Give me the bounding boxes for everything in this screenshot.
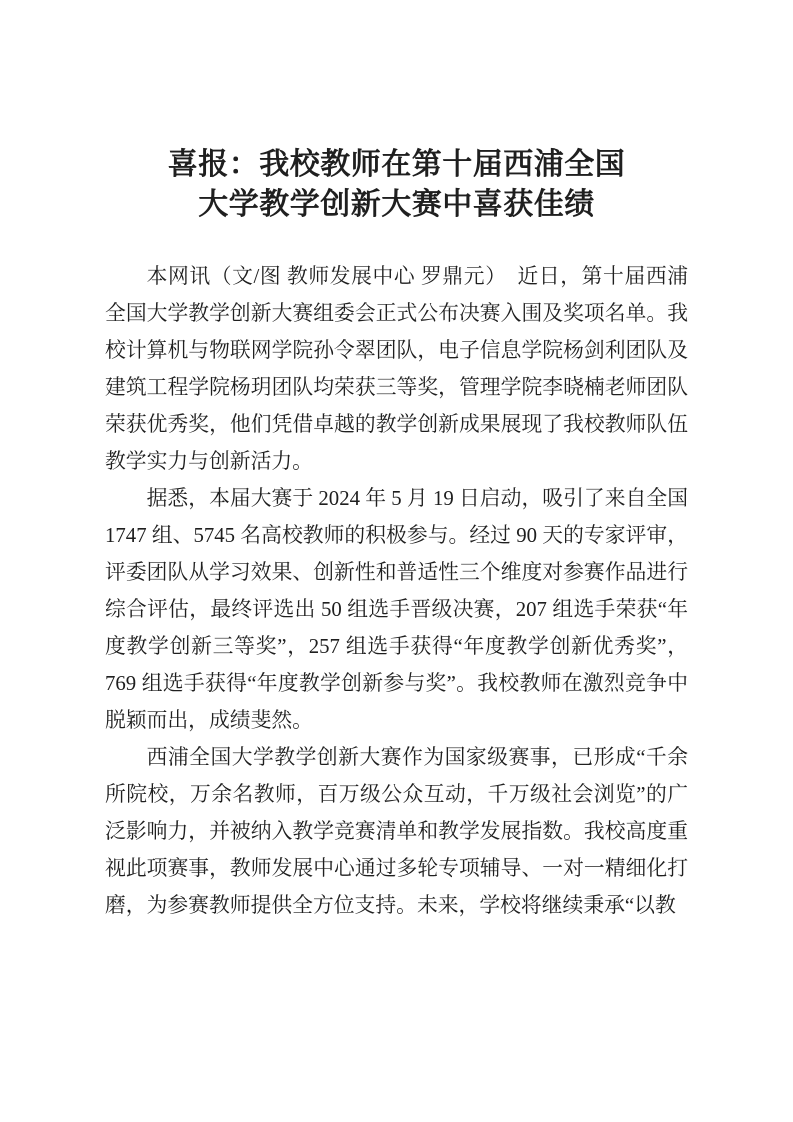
document-body xyxy=(105,258,688,924)
title-line-1: 喜报：我校教师在第十届西浦全国 xyxy=(167,148,626,181)
paragraph-competition-details: 据悉，本届大赛于 2024 年 5 月 19 日启动，吸引了来自全国 1747 组、5745 名高校教师的积极参与。经过 90 天的专家评审，评委团队从学习效果、创新性和普适性三个维度对参赛作品进行综合评估，最终评选出 50 组选手晋级决赛，207 组选手荣获“年度教学创新三等奖”，257 组选手获得“年度教学创新优秀奖”，769 组选手获得“年度教学创新参与奖”。我校教师在激烈竞争中脱颖而出，成绩斐然。 xyxy=(105,487,688,732)
title-line-2: 大学教学创新大赛中喜获佳绩 xyxy=(198,188,595,221)
document-title xyxy=(105,145,688,225)
paragraph-intro: 本网讯（文/图 教师发展中心 罗鼎元） 近日，第十届西浦全国大学教学创新大赛组委会正式公布决赛入围及奖项名单。我校计算机与物联网学院孙令翠团队，电子信息学院杨剑利团队及建筑工程学院杨玥团队均荣获三等奖，管理学院李晓楠老师团队荣获优秀奖，他们凭借卓越的教学创新成果展现了我校教师队伍教学实力与创新活力。 xyxy=(105,265,688,473)
paragraph-significance: 西浦全国大学教学创新大赛作为国家级赛事，已形成“千余所院校，万余名教师，百万级公众互动，千万级社会浏览”的广泛影响力，并被纳入教学竞赛清单和教学发展指数。我校高度重视此项赛事，教师发展中心通过多轮专项辅导、一对一精细化打磨，为参赛教师提供全方位支持。未来，学校将继续秉承“以教 xyxy=(105,746,688,917)
